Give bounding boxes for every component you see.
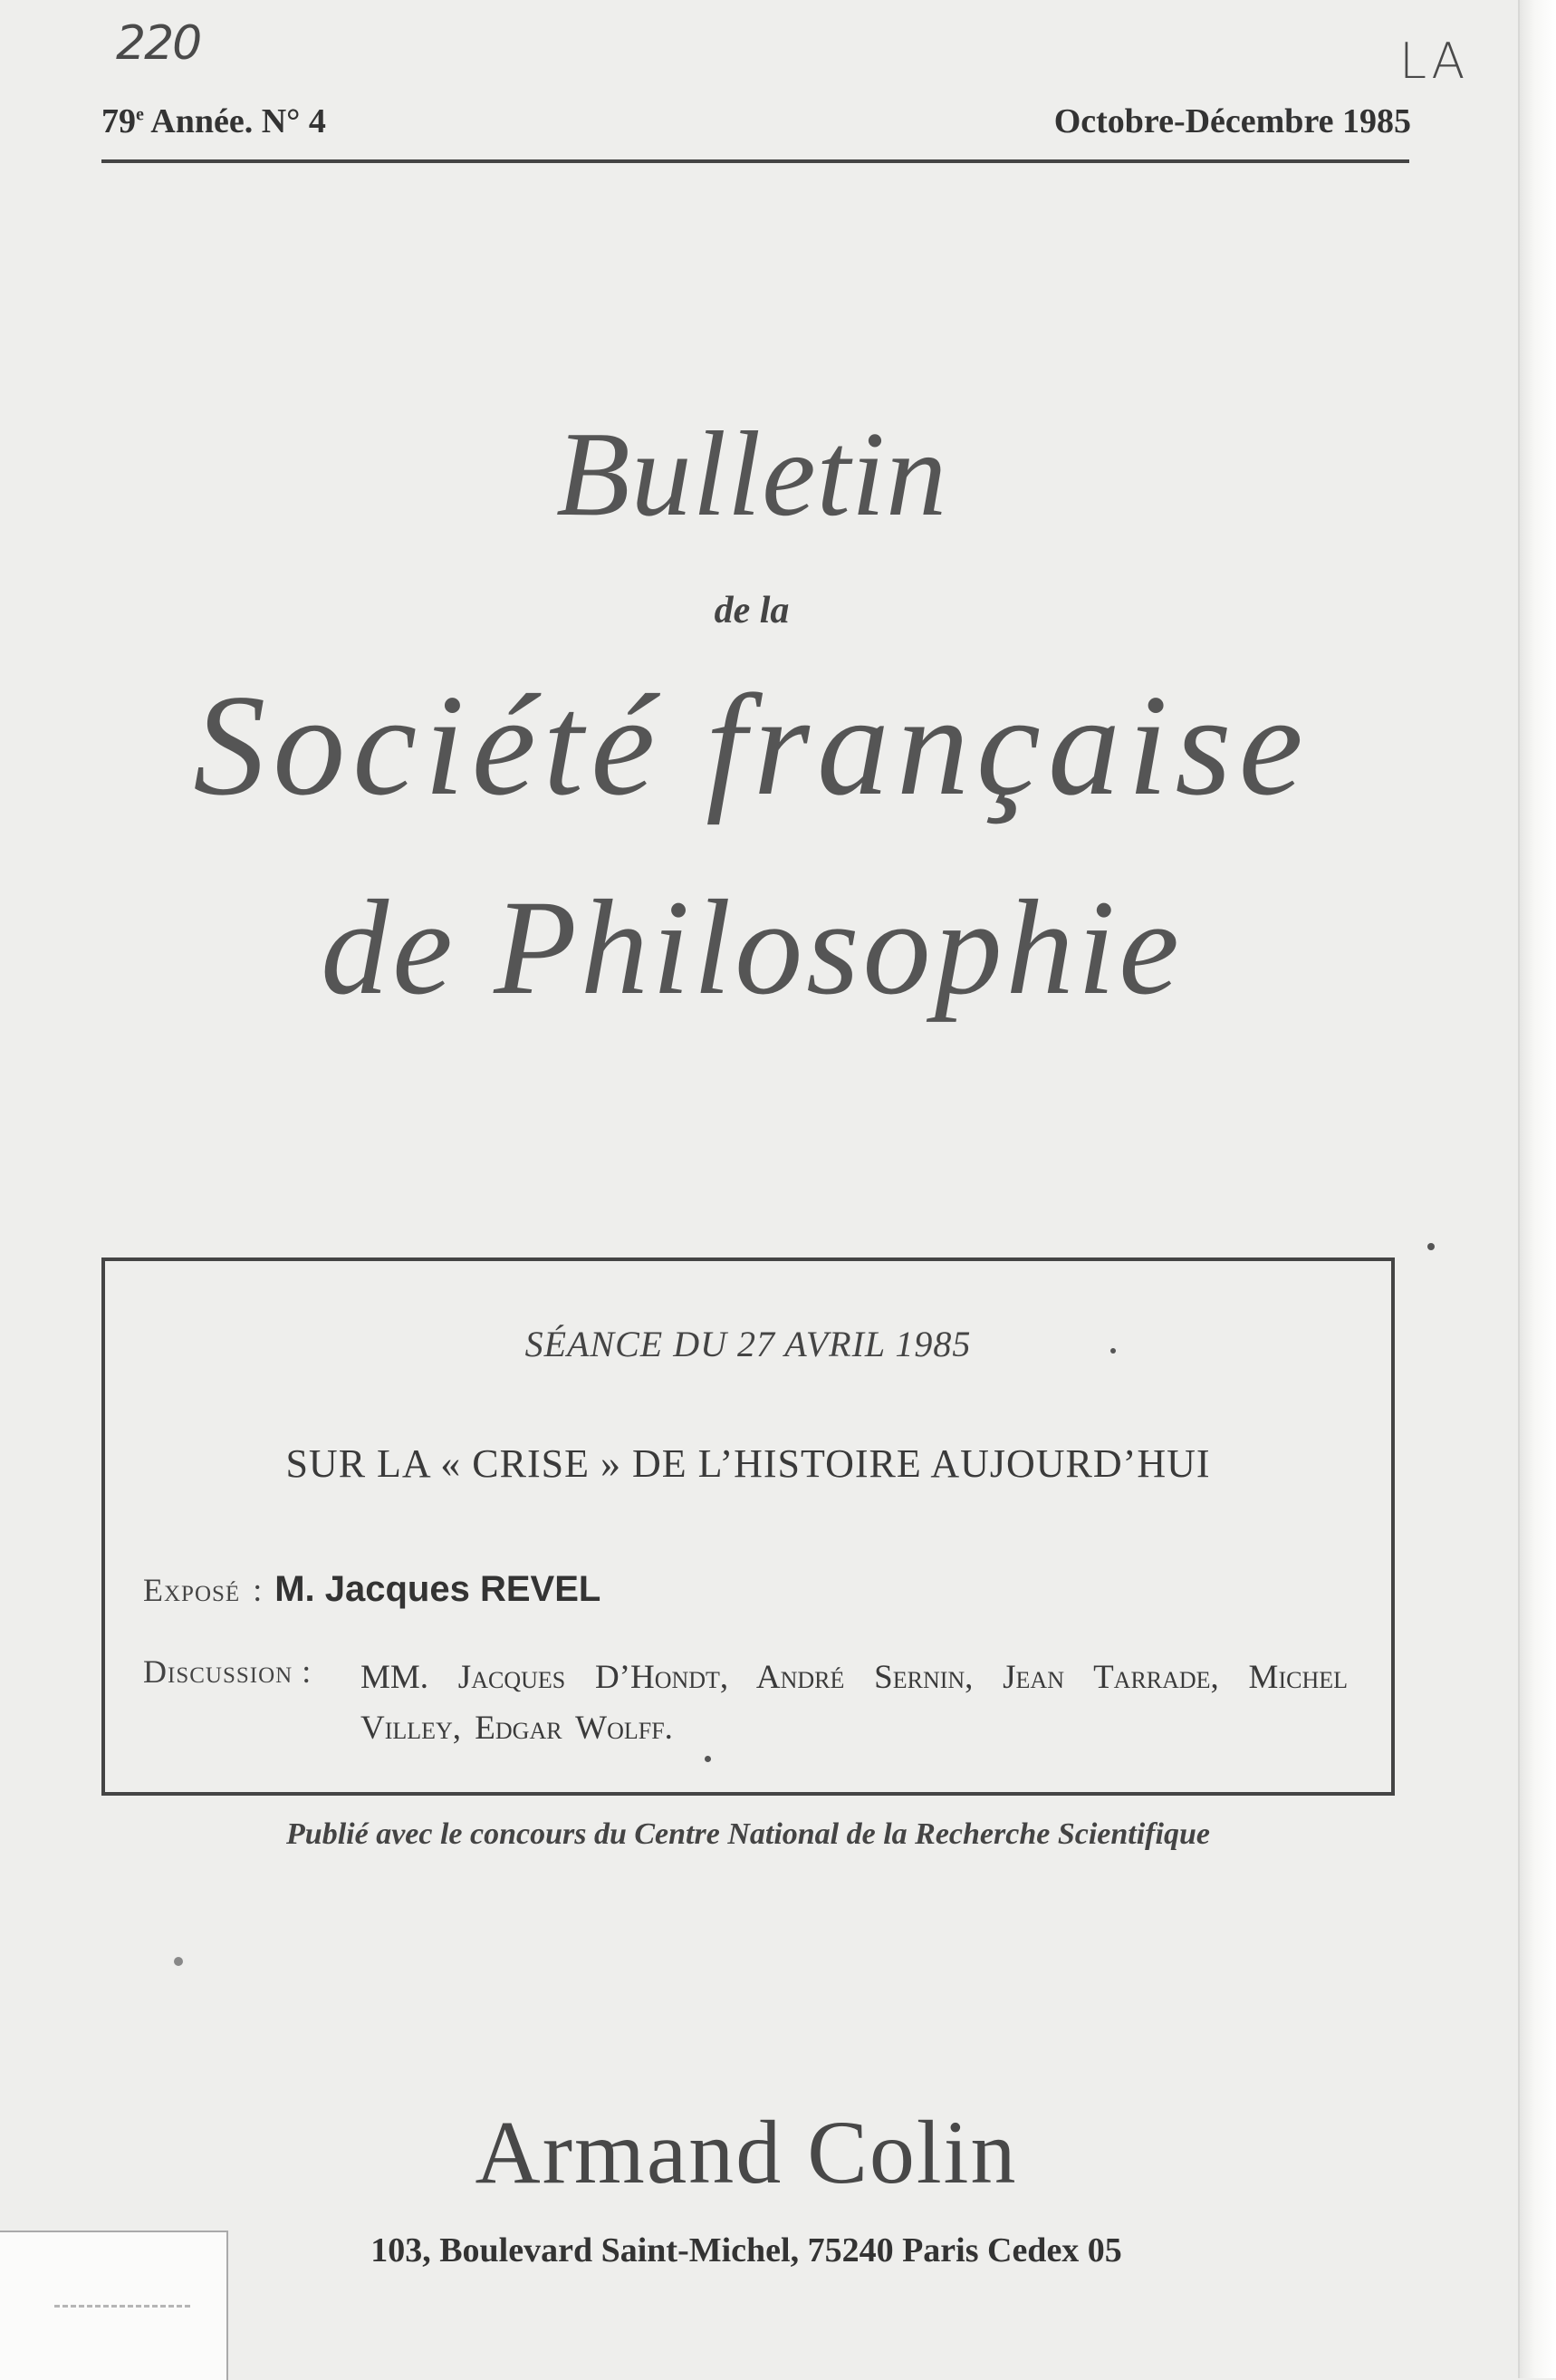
issue-number [101,101,326,141]
title-de-la: de la [714,590,790,631]
discussion-row [143,1653,312,1691]
title-de-philosophie: de Philosophie [321,872,1183,1023]
session-date: SÉANCE DU 27 AVRIL 1985 [524,1324,972,1364]
title-bulletin: Bulletin [555,407,948,541]
print-speck [705,1756,711,1762]
library-stamp [0,2231,228,2380]
issue-rest: Année. N° 4 [150,102,326,140]
session-box [101,1257,1395,1796]
session-subject: SUR LA « CRISE » DE L’HISTOIRE AUJOURD’HUI [285,1441,1211,1486]
print-speck [1110,1348,1116,1354]
title-societe-francaise: Société française [193,664,1311,825]
issue-year-number: 79 [101,102,136,140]
expose-label: Exposé [143,1572,241,1608]
issue-suffix: e [136,104,144,125]
page-right-edge [1518,0,1556,2378]
expose-separator: : [253,1572,263,1608]
handwritten-initials: LA [1399,33,1469,90]
print-speck [1427,1243,1435,1250]
expose-row [143,1569,600,1610]
stamp-marks [54,2305,190,2311]
speaker-name: M. Jacques REVEL [274,1569,601,1609]
publisher-name: Armand Colin [475,2102,1018,2202]
handwritten-number: 220 [116,16,201,71]
publication-note: Publié avec le concours du Centre National de la Recherche Scientifique [286,1817,1210,1851]
discussion-label: Discussion : [143,1653,312,1690]
issue-period: Octobre-Décembre 1985 [1053,102,1411,140]
header-rule [101,159,1409,163]
discussants-list: MM. Jacques D’Hondt, André Sernin, Jean Tarrade, Michel Villey, Edgar Wolff. [360,1659,1348,1747]
print-speck [174,1957,183,1966]
publisher-address: 103, Boulevard Saint-Michel, 75240 Paris Cedex 05 [370,2231,1122,2269]
